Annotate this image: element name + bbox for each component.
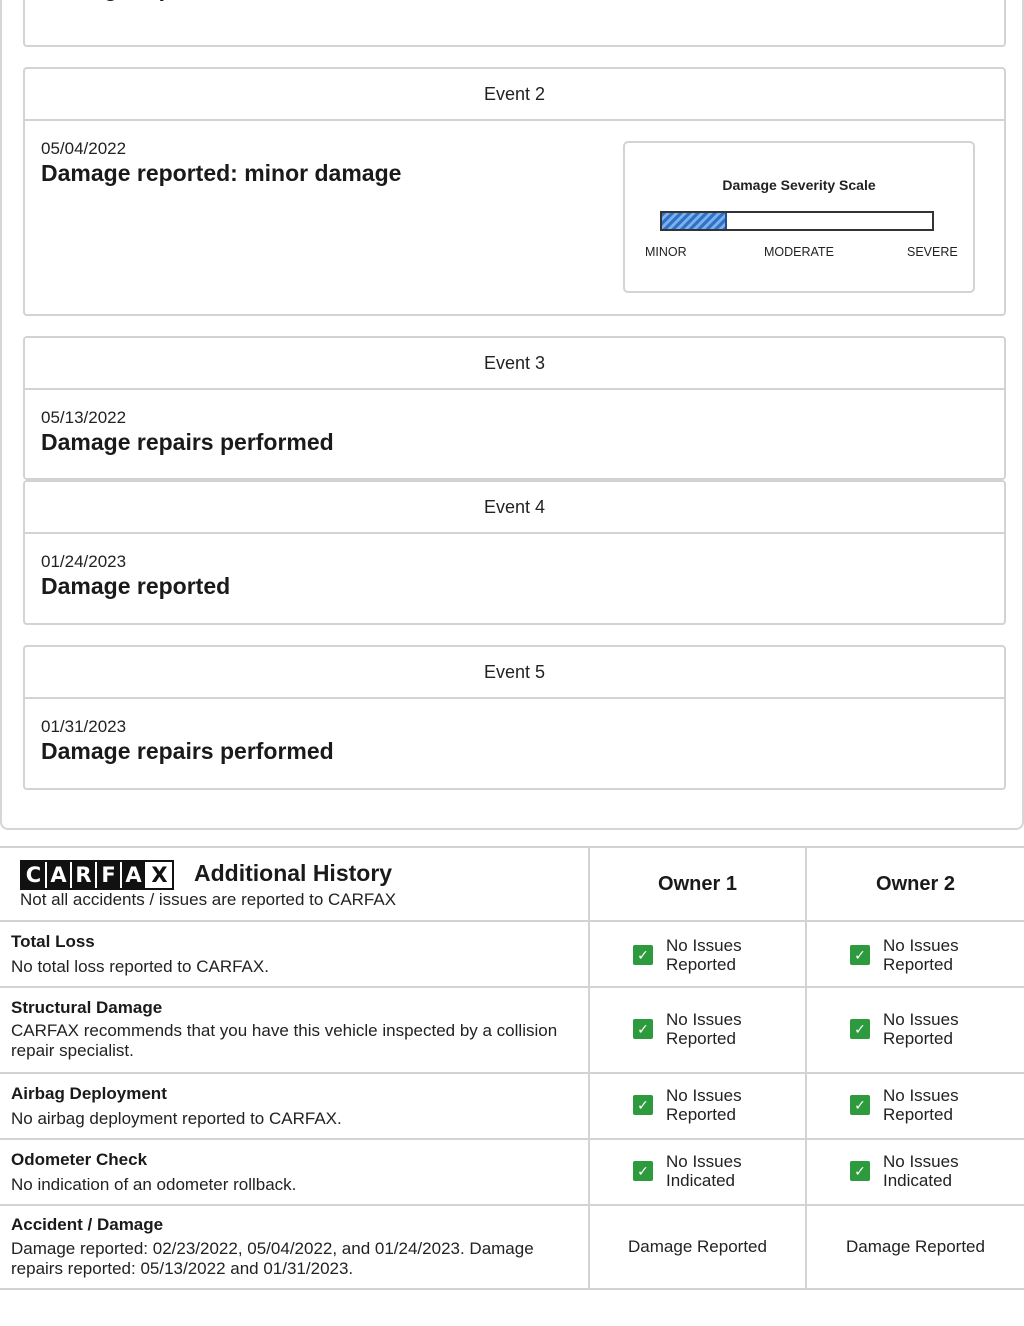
additional-history-title: Additional History — [194, 860, 393, 886]
owner-2-status: Damage Reported — [846, 1237, 985, 1256]
event-card-2 — [23, 67, 1006, 316]
owner-1-status: ✓ No Issues Reported — [633, 936, 766, 974]
severity-title: Damage Severity Scale — [722, 177, 876, 193]
history-row-structural-damage — [0, 988, 1024, 1074]
owner-2-header: Owner 2 — [876, 872, 955, 895]
owner-1-status: ✓ No Issues Reported — [633, 1010, 766, 1048]
event-title: Damage repairs performed — [41, 738, 334, 764]
owner-1-header: Owner 1 — [658, 872, 737, 895]
row-title: Odometer Check — [11, 1150, 148, 1169]
event-title — [41, 0, 988, 2]
severity-label-moderate: MODERATE — [764, 245, 834, 259]
event-title: Damage reported — [41, 573, 231, 599]
event-date: 01/24/2023 — [41, 552, 127, 571]
history-row-total-loss — [0, 922, 1024, 988]
owner-2-status: ✓ No Issues Reported — [850, 1010, 983, 1048]
row-title: Airbag Deployment — [11, 1084, 167, 1103]
event-card-5 — [23, 645, 1006, 790]
check-icon: ✓ — [633, 1161, 653, 1181]
owner-2-status: ✓ No Issues Reported — [850, 1086, 983, 1124]
owner-1-status: Damage Reported — [628, 1237, 767, 1256]
damage-severity-scale — [623, 141, 975, 293]
event-header: Event 2 — [25, 69, 1004, 121]
event-date: 01/31/2023 — [41, 717, 127, 736]
row-description: No airbag deployment reported to CARFAX. — [11, 1109, 342, 1128]
row-title: Structural Damage — [11, 998, 163, 1017]
severity-label-minor: MINOR — [645, 245, 687, 259]
severity-fill — [662, 213, 727, 229]
event-card-4 — [23, 480, 1006, 625]
check-icon: ✓ — [850, 945, 870, 965]
check-icon: ✓ — [633, 945, 653, 965]
check-icon: ✓ — [633, 1019, 653, 1039]
event-card-3 — [23, 336, 1006, 480]
owner-1-status: ✓ No Issues Indicated — [633, 1152, 766, 1190]
check-icon: ✓ — [850, 1095, 870, 1115]
additional-history-table — [0, 846, 1024, 1290]
history-row-accident-damage — [0, 1206, 1024, 1290]
row-description: No indication of an odometer rollback. — [11, 1175, 297, 1194]
owner-1-status: ✓ No Issues Reported — [633, 1086, 766, 1124]
carfax-logo: C A R F A X — [20, 860, 174, 890]
row-description: CARFAX recommends that you have this vehicle inspected by a collision repair specialist. — [11, 1021, 558, 1060]
check-icon: ✓ — [633, 1095, 653, 1115]
history-header-row — [0, 848, 1024, 922]
event-header: Event 4 — [25, 482, 1004, 534]
history-row-airbag-deployment — [0, 1074, 1024, 1140]
event-card-1 — [23, 0, 1006, 47]
event-title: Damage repairs performed — [41, 429, 334, 455]
event-title: Damage reported: minor damage — [41, 160, 402, 186]
row-description: No total loss reported to CARFAX. — [11, 957, 269, 976]
event-date: 05/04/2022 — [41, 139, 127, 158]
row-title: Total Loss — [11, 932, 95, 951]
event-header: Event 3 — [25, 338, 1004, 390]
additional-history-subtitle: Not all accidents / issues are reported to CARFAX — [20, 890, 397, 909]
severity-label-severe: SEVERE — [907, 245, 958, 259]
row-title: Accident / Damage — [11, 1215, 164, 1234]
check-icon: ✓ — [850, 1161, 870, 1181]
owner-2-status: ✓ No Issues Reported — [850, 936, 983, 974]
history-row-odometer-check — [0, 1140, 1024, 1206]
severity-track — [660, 211, 934, 231]
owner-2-status: ✓ No Issues Indicated — [850, 1152, 983, 1190]
check-icon: ✓ — [850, 1019, 870, 1039]
row-description: Damage reported: 02/23/2022, 05/04/2022, and 01/24/2023. Damage repairs reported: 05/13/2022 and 01/31/2023. — [11, 1239, 534, 1278]
event-date: 05/13/2022 — [41, 408, 127, 427]
event-header: Event 5 — [25, 647, 1004, 699]
